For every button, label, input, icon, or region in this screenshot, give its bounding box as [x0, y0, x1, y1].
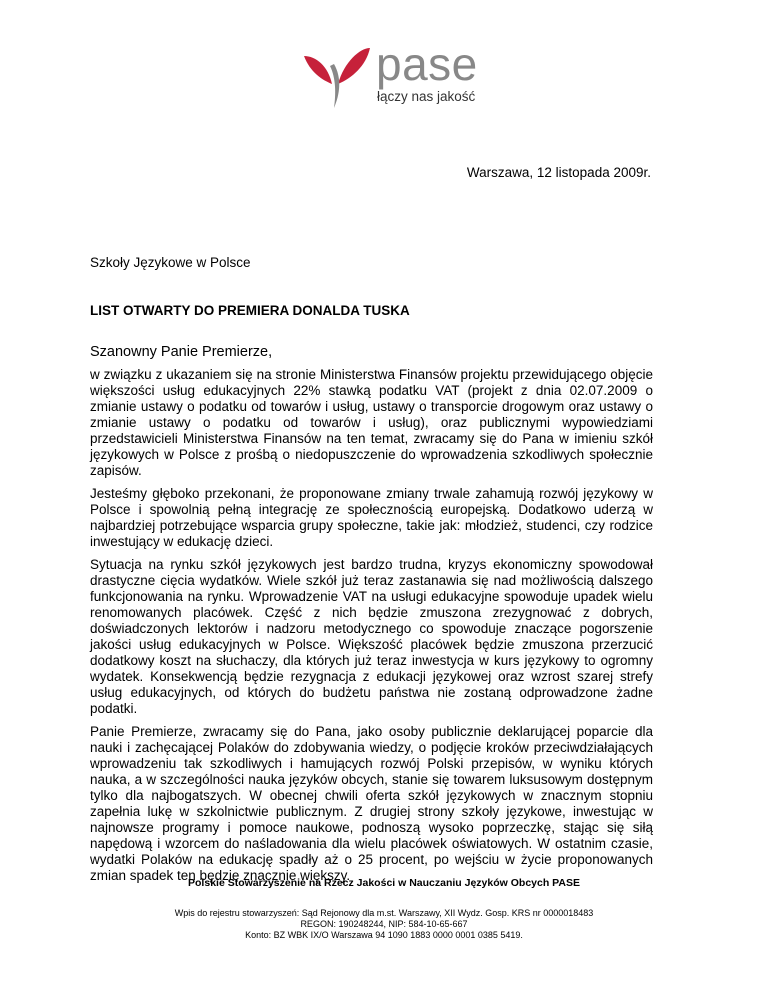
pase-leaf-icon [302, 44, 374, 110]
logo-right-leaf [338, 48, 370, 84]
footer-line: Wpis do rejestru stowarzyszeń: Sąd Rejonowy dla m.st. Warszawy, XII Wydz. Gosp. KRS nr 0000018483 [174, 908, 594, 918]
footer-line: REGON: 190248244, NIP: 584-10-65-667 [300, 919, 468, 929]
letter-body [90, 344, 653, 891]
logo-left-leaf [304, 56, 332, 84]
letter-paragraph: Panie Premierze, zwracamy się do Pana, jako osoby publicznie deklarującej poparcie dla nauki i zachęcającej Polaków do zdobywania wiedzy, o podjęcie kroków przeciwdziałających wprowadzeniu tak szkodliwych i hamujących rozwój Polski przepisów, w wyniku których nauka, a w szczególności nauka języków obcych, stanie się towarem luksusowym dostępnym tylko dla najbogatszych. W obecnej chwili oferta szkół językowych w znacznym stopniu zapełnia lukę w szkolnictwie publicznym. Z drugiej strony szkoły językowe, inwestując w najnowsze programy i pomoce naukowe, podnoszą wysoko poprzeczkę, stając się siłą napędową i wzorcem do naśladowania dla wielu placówek oświatowych. W ostatnim czasie, wydatki Polaków na edukację spadły aż o 25 procent, po wejściu w życie proponowanych zmian spadek ten będzie znacznie większy. [90, 724, 653, 883]
letter-salutation: Szanowny Panie Premierze, [90, 344, 273, 360]
letter-recipient: Szkoły Językowe w Polsce [90, 255, 251, 270]
footer-registration [90, 908, 678, 941]
footer-organization: Polskie Stowarzyszenie na Rzecz Jakości w Nauczaniu Języków Obcych PASE [188, 877, 580, 889]
footer-line: Konto: BZ WBK IX/O Warszawa 94 1090 1883 0000 0001 0385 5419. [245, 930, 523, 940]
letter-date: Warszawa, 12 listopada 2009r. [466, 165, 651, 180]
letter-paragraph: Jesteśmy głęboko przekonani, że proponowane zmiany trwale zahamują rozwój językowy w Polsce i spowolnią pełną integrację ze społecznością europejską. Dodatkowo uderzą w najbardziej potrzebujące wsparcia grupy społeczne, takie jak: młodzież, studenci, czy rodzice inwestujący w edukację dzieci. [90, 486, 653, 549]
letter-paragraph: w związku z ukazaniem się na stronie Ministerstwa Finansów projektu przewidującego objęcie większości usług edukacyjnych 22% stawką podatku VAT (projekt z dnia 02.07.2009 o zmianie ustawy o podatku od towarów i usług, ustawy o transporcie drogowym oraz ustawy o zmianie ustawy o podatku od towarów i usług), oraz publicznymi wypowiedziami przedstawicieli Ministerstwa Finansów na ten temat, zwracamy się do Pana w imieniu szkół językowych w Polsce z prośbą o niedopuszczenie do wprowadzenia szkodliwych społecznie zapisów. [90, 367, 653, 478]
logo-tagline: łączy nas jakość [377, 89, 476, 104]
pase-logo [302, 38, 512, 114]
letter-paragraph: Sytuacja na rynku szkół językowych jest bardzo trudna, kryzys ekonomiczny spowodował drastyczne cięcia wydatków. Wiele szkół już teraz zastanawia się nad możliwością dalszego funkcjonowania na rynku. Wprowadzenie VAT na usługi edukacyjne spowoduje upadek wielu renomowanych placówek. Część z nich będzie zmuszona zrezygnować z dobrych, doświadczonych lektorów i nadzoru metodycznego co spowoduje znaczące pogorszenie jakości usług edukacyjnych w Polsce. Większość placówek będzie zmuszona przerzucić dodatkowy koszt na słuchaczy, dla których już teraz inwestycja w kurs językowy to ogromny wydatek. Konsekwencją będzie rezygnacja z edukacji językowej oraz wzrost szarej strefy usług edukacyjnych, od których do budżetu państwa nie zostaną odprowadzone żadne podatki. [90, 557, 653, 716]
logo-wordmark: pase [376, 38, 478, 90]
letter-title: LIST OTWARTY DO PREMIERA DONALDA TUSKA [90, 303, 410, 318]
logo-center-shoot [330, 64, 339, 108]
